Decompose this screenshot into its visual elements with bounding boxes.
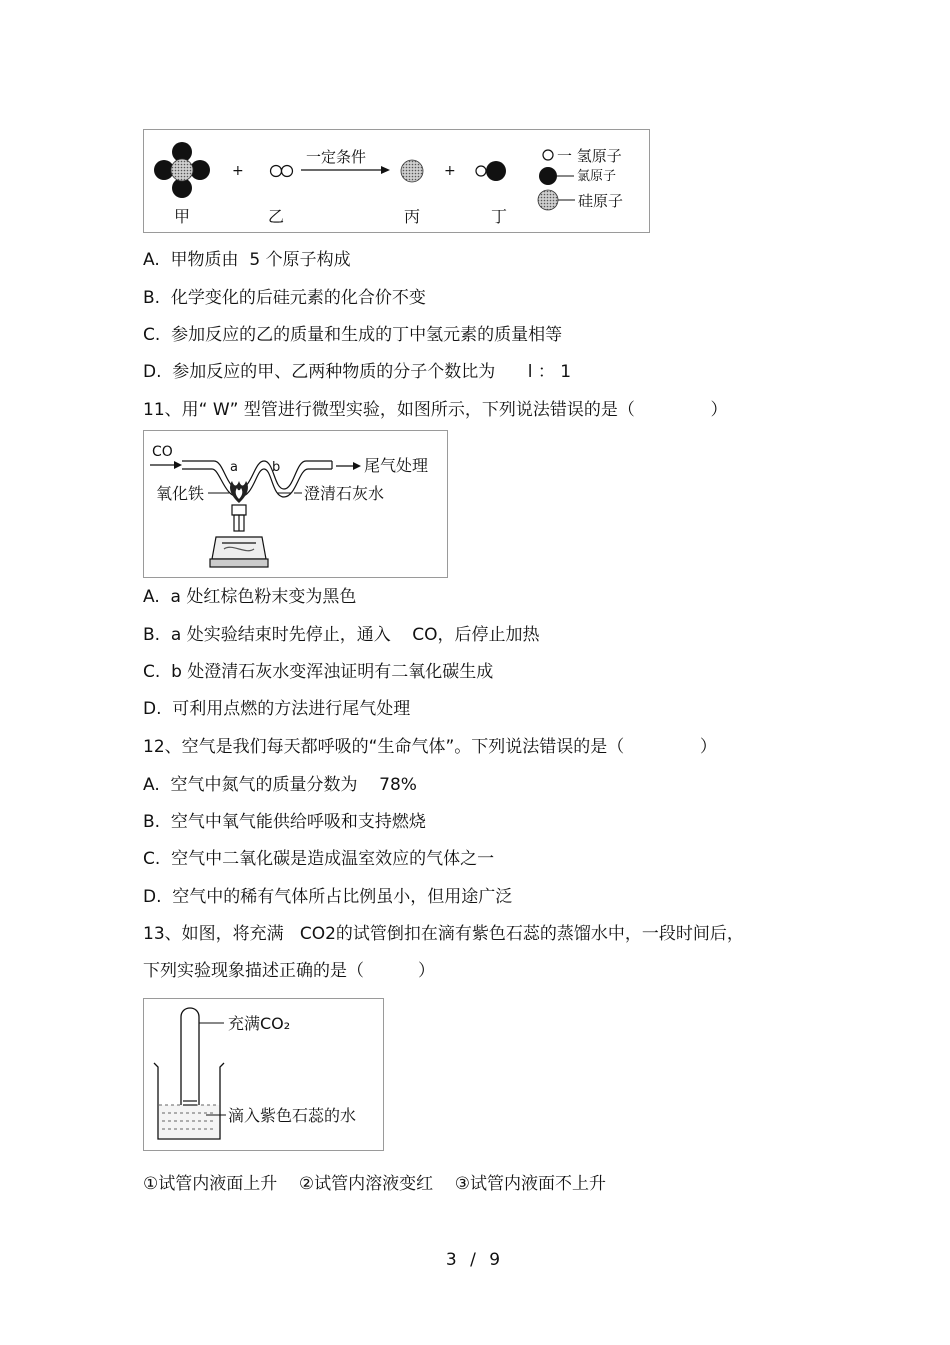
tail-gas-arrow-icon — [336, 462, 361, 470]
flame-icon — [230, 481, 248, 503]
q10-option-a: A. 甲物质由 5 个原子构成 — [143, 250, 351, 270]
q10-option-b: B. 化学变化的后硅元素的化合价不变 — [143, 288, 426, 308]
legend-silicon-icon — [538, 190, 558, 210]
iron-oxide-label: 氧化铁 — [156, 484, 205, 503]
q12-option-b: B. 空气中氧气能供给呼吸和支持燃烧 — [143, 812, 426, 832]
tail-gas-label: 尾气处理 — [364, 456, 429, 475]
q10-option-d: D. 参加反应的甲、乙两种物质的分子个数比为 l ： 1 — [143, 362, 572, 382]
q10-option-c: C. 参加反应的乙的质量和生成的丁中氢元素的质量相等 — [143, 325, 563, 345]
legend-silicon-label: 硅原子 — [578, 192, 624, 210]
q11-option-b: B. a 处实验结束时先停止，通入 CO，后停止加热 — [143, 625, 540, 645]
molecule-jia — [154, 142, 210, 198]
reaction-arrow-icon — [301, 166, 390, 174]
test-tube-icon — [181, 1008, 199, 1119]
legend-hydrogen-icon — [543, 150, 553, 160]
plus-sign-1: + — [232, 163, 244, 179]
q11-option-d: D. 可利用点燃的方法进行尾气处理 — [143, 699, 411, 719]
co-inlet-arrow-icon — [150, 461, 182, 469]
tube-label: 充满CO₂ — [228, 1014, 291, 1033]
q11-figure — [143, 430, 448, 578]
arrow-condition-text: 一定条件 — [306, 148, 367, 166]
point-a-label: a — [230, 460, 238, 475]
alcohol-lamp-icon — [210, 505, 268, 567]
q12-option-d: D. 空气中的稀有气体所占比例虽小，但用途广泛 — [143, 887, 513, 907]
legend-chlorine-icon — [539, 167, 557, 185]
label-bing: 丙 — [404, 207, 421, 226]
legend-chlorine-label: 氯原子 — [577, 169, 617, 184]
co-label: CO — [152, 444, 173, 460]
point-b-label: b — [272, 460, 281, 475]
label-yi: 乙 — [268, 207, 285, 226]
q11-option-c: C. b 处澄清石灰水变浑浊证明有二氧化碳生成 — [143, 662, 494, 682]
q10-figure — [143, 129, 650, 233]
q13-phenomena: ①试管内液面上升 ②试管内溶液变红 ③试管内液面不上升 — [143, 1174, 606, 1194]
page-number: 3 / 9 — [445, 1250, 505, 1270]
q13-stem-line2: 下列实验现象描述正确的是（ ） — [143, 961, 436, 981]
q11-stem: 11、用“ W” 型管进行微型实验，如图所示，下列说法错误的是（ ） — [143, 400, 728, 420]
q13-stem-line1: 13、如图，将充满 CO2的试管倒扣在滴有紫色石蕊的蒸馏水中，一段时间后， — [143, 924, 744, 944]
label-jia: 甲 — [174, 207, 191, 226]
q12-option-a: A. 空气中氮气的质量分数为 78% — [143, 775, 417, 795]
q11-option-a: A. a 处红棕色粉末变为黑色 — [143, 587, 357, 607]
q13-figure — [143, 998, 384, 1151]
legend-hydrogen-label: 一 氢原子 — [557, 147, 622, 165]
molecule-bing — [401, 160, 423, 182]
q12-stem: 12、空气是我们每天都呼吸的“生命气体”。下列说法错误的是（ ） — [143, 737, 717, 757]
label-ding: 丁 — [491, 207, 508, 226]
water-label: 滴入紫色石蕊的水 — [228, 1106, 357, 1125]
q12-option-c: C. 空气中二氧化碳是造成温室效应的气体之一 — [143, 849, 495, 869]
molecule-yi — [271, 166, 293, 177]
molecule-ding — [476, 161, 506, 181]
limewater-label: 澄清石灰水 — [304, 484, 385, 503]
plus-sign-2: + — [444, 163, 456, 179]
